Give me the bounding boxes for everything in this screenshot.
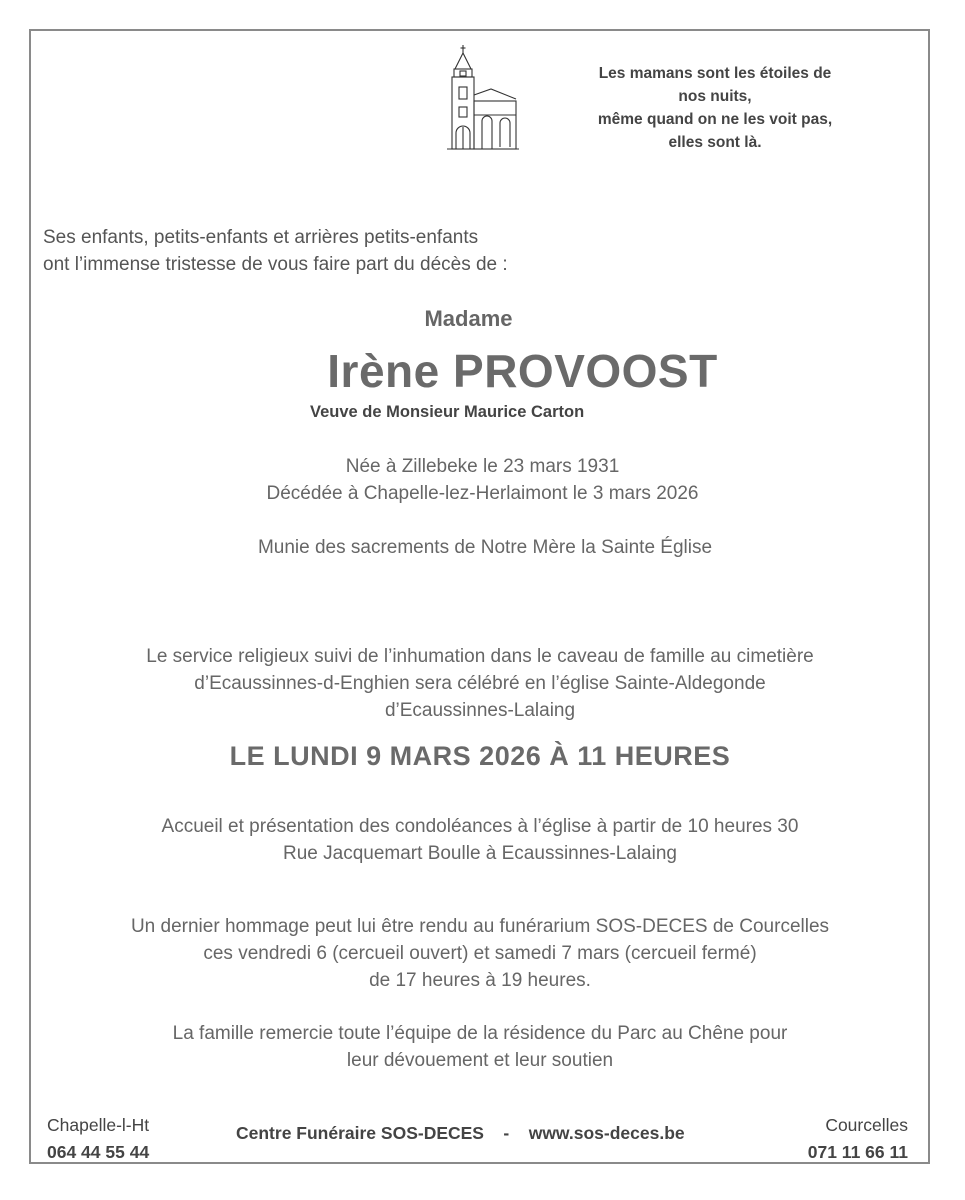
tribute-line: Un dernier hommage peut lui être rendu au funérarium SOS-DECES de Courcelles xyxy=(130,916,830,937)
death-line: Décédée à Chapelle-lez-Herlaimont le 3 mars 2026 xyxy=(266,483,699,504)
service-line: Le service religieux suivi de l’inhumation dans le caveau de famille au cimetière xyxy=(146,646,814,667)
sacraments-line: Munie des sacrements de Notre Mère la Sainte Église xyxy=(257,537,713,558)
service-description xyxy=(0,643,960,724)
service-line: d’Ecaussinnes-d-Enghien sera célébré en l’église Sainte-Aldegonde xyxy=(194,673,766,694)
quote-line: nos nuits, xyxy=(678,88,752,105)
intro-line: ont l’immense tristesse de vous faire part du décès de : xyxy=(43,254,508,275)
service-date: LE LUNDI 9 MARS 2026 À 11 HEURES xyxy=(229,741,731,771)
quote-line: Les mamans sont les étoiles de xyxy=(598,65,832,82)
deceased-name: Irène PROVOOST xyxy=(327,345,718,397)
thanks-line: leur dévouement et leur soutien xyxy=(346,1050,614,1071)
birth-line: Née à Zillebeke le 23 mars 1931 xyxy=(345,456,620,477)
footer-left-phone: 064 44 55 44 xyxy=(47,1142,150,1162)
footer-funeral-center: Centre Funéraire SOS-DECES - www.sos-deces.be xyxy=(236,1123,685,1143)
tribute-line: de 17 heures à 19 heures. xyxy=(369,970,591,991)
condolences-info xyxy=(0,813,960,867)
memorial-quote xyxy=(560,62,870,154)
honorific-title: Madame xyxy=(424,306,513,331)
tribute-line: ces vendredi 6 (cercueil ouvert) et samedi 7 mars (cercueil fermé) xyxy=(203,943,757,964)
thanks-message xyxy=(0,1020,960,1074)
footer-right-contact xyxy=(780,1112,908,1166)
condolences-line: Accueil et présentation des condoléances à l’église à partir de 10 heures 30 xyxy=(161,816,799,837)
church-icon xyxy=(445,43,520,151)
footer-right-city: Courcelles xyxy=(825,1115,908,1135)
footer-right-phone: 071 11 66 11 xyxy=(807,1142,908,1162)
footer-left-city: Chapelle-l-Ht xyxy=(47,1115,150,1135)
family-announcement xyxy=(43,224,508,278)
tribute-info xyxy=(0,913,960,994)
footer-left-contact xyxy=(47,1112,149,1166)
thanks-line: La famille remercie toute l’équipe de la résidence du Parc au Chêne pour xyxy=(172,1023,788,1044)
service-line: d’Ecaussinnes-Lalaing xyxy=(384,700,576,721)
quote-line: elles sont là. xyxy=(668,134,762,151)
quote-line: même quand on ne les voit pas, xyxy=(597,111,833,128)
intro-line: Ses enfants, petits-enfants et arrières petits-enfants xyxy=(43,227,479,248)
widow-of: Veuve de Monsieur Maurice Carton xyxy=(310,403,585,421)
condolences-line: Rue Jacquemart Boulle à Ecaussinnes-Lalaing xyxy=(283,843,677,864)
